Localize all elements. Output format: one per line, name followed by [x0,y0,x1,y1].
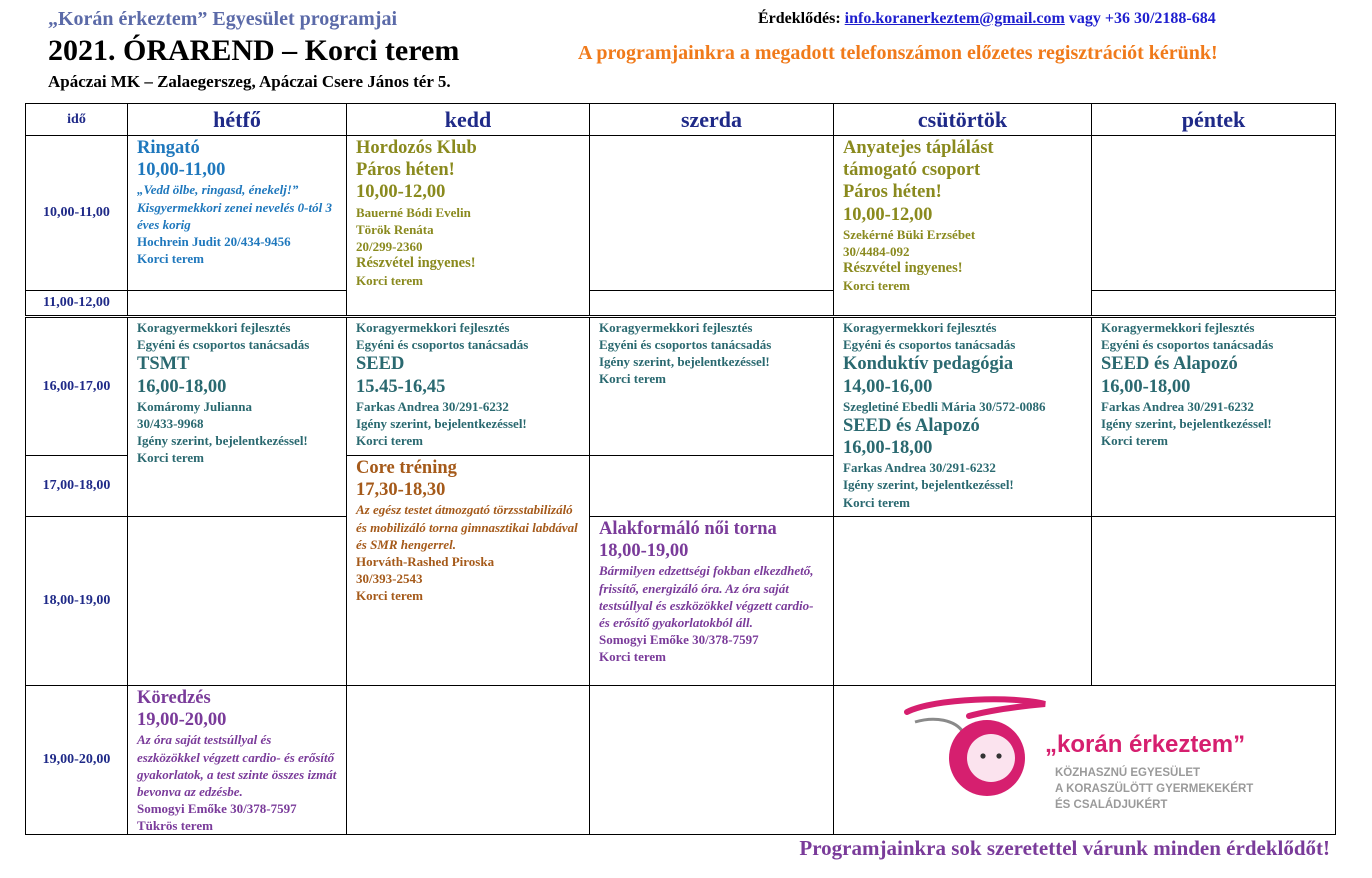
time-slot: 18,00-19,00 [25,516,128,686]
program-phone: 30/393-2543 [356,571,423,586]
program-requirement: Igény szerint, bejelentkezéssel! [1101,415,1272,431]
org-line: „Korán érkeztem” Egyesület programjai [48,8,397,30]
empty-cell [833,516,1092,686]
empty-cell [1091,135,1336,291]
program-requirement: Igény szerint, bejelentkezéssel! [356,415,527,431]
program-person: Farkas Andrea 30/291-6232 [843,460,996,476]
program-line: Koragyermekkori fejlesztés [843,320,997,335]
program-name: Hordozós Klub [356,138,477,158]
program-line: Egyéni és csoportos tanácsadás [599,337,772,353]
program-time: 16,00-18,00 [137,376,227,397]
program-ringato [127,135,347,291]
col-header-wednesday: szerda [589,103,834,136]
col-header-thursday: csütörtök [833,103,1092,136]
program-koredzes [127,685,347,835]
empty-cell [589,290,834,316]
program-time: 16,00-18,00 [1101,376,1191,397]
program-person: Farkas Andrea 30/291-6232 [1101,398,1254,414]
program-line: Egyéni és csoportos tanácsadás [843,337,1016,353]
time-slot: 11,00-12,00 [25,290,128,316]
program-note: Páros héten! [843,182,942,203]
program-phone: 30/433-9968 [137,415,204,431]
program-requirement: Igény szerint, bejelentkezéssel! [599,354,770,370]
program-time: 10,00-11,00 [137,160,226,181]
program-desc: Az egész testet átmozgató törzsstabilizáló és mobilizáló torna gimnasztikai labdával és SMR hengerrel. [356,502,578,552]
organization-logo [895,692,1295,822]
program-time: 19,00-20,00 [137,710,227,731]
program-time: 10,00-12,00 [843,204,933,225]
logo-name: „korán érkeztem” [1045,731,1246,758]
program-room: Korci terem [843,494,911,510]
program-name: SEED és Alapozó [1101,354,1238,375]
program-person: Somogyi Emőke 30/378-7597 [599,632,759,647]
contact-line [758,10,1216,28]
logo-sub2: A KORASZÜLÖTT GYERMEKEKÉRT [1055,783,1254,795]
program-desc: Kisgyermekkori zenei nevelés 0-tól 3 éves korig [137,199,332,232]
program-free: Részvétel ingyenes! [843,260,963,277]
empty-cell [1091,290,1336,316]
program-person: Bauerné Bódi Evelin [356,204,471,220]
logo-swoosh [907,699,1045,716]
program-person: Somogyi Emőke 30/378-7597 [137,801,297,816]
program-requirement: Igény szerint, bejelentkezéssel! [843,477,1014,493]
time-slot: 16,00-17,00 [25,317,128,456]
program-desc: Az óra saját testsúllyal és eszközökkel végzett cardio- és erősítő gyakorlatok, a test szinte összes izmát bevonva az edzésbe. [137,732,337,799]
program-tsmt [127,317,347,517]
empty-cell [589,685,834,835]
program-alakformalo [589,516,834,686]
empty-cell [127,516,347,686]
program-name: SEED és Alapozó [843,415,980,436]
program-seed-tuesday [346,317,590,456]
divider [25,315,1336,318]
contact-phone: vagy +36 30/2188-684 [1064,10,1216,27]
col-header-tuesday: kedd [346,103,590,136]
program-motto: „Vedd ölbe, ringasd, énekelj!” [137,182,299,198]
program-phone: 30/4484-092 [843,243,910,259]
logo-face [967,734,1015,782]
footer-message: Programjainkra sok szeretettel várunk minden érdeklődőt! [799,836,1330,860]
program-room: Korci terem [356,273,424,289]
program-note: Páros héten! [356,160,455,181]
registration-notice: A programjainkra a megadott telefonszámon előzetes regisztrációt kérünk! [578,42,1218,64]
contact-label: Érdeklődés: [758,10,841,27]
program-person: Komáromy Julianna [137,398,252,414]
program-anyatej [833,135,1092,316]
program-line: Egyéni és csoportos tanácsadás [356,337,529,353]
empty-cell [346,685,590,835]
time-slot: 17,00-18,00 [25,455,128,517]
program-name: Köredzés [137,688,211,708]
program-time: 14,00-16,00 [843,376,933,397]
program-name: Anyatejes táplálást [843,138,994,158]
program-name: támogató csoport [843,160,981,181]
program-time: 10,00-12,00 [356,182,446,203]
program-room: Tükrös terem [137,818,213,834]
empty-cell [589,455,834,517]
program-name: TSMT [137,354,190,375]
program-seed-friday [1091,317,1336,517]
program-line: Koragyermekkori fejlesztés [137,320,291,335]
program-hordozos [346,135,590,316]
program-wednesday-dev [589,317,834,456]
program-line: Koragyermekkori fejlesztés [599,320,753,335]
logo-eye-right [996,753,1001,758]
time-slot: 19,00-20,00 [25,685,128,835]
page-title: 2021. ÓRAREND – Korci terem [48,34,460,67]
program-desc: Bármilyen edzettségi fokban elkezdhető, frissítő, energizáló óra. Az óra saját testsúllyal és eszközökkel végzett cardio- és erősítő gyakorlatokból áll. [599,563,814,630]
program-room: Korci terem [1101,433,1169,448]
logo-eye-left [980,753,985,758]
contact-email-link[interactable]: info.koranerkeztem@gmail.com [844,10,1065,27]
program-line: Egyéni és csoportos tanácsadás [1101,337,1274,353]
program-name: Core tréning [356,458,457,478]
program-person: Farkas Andrea 30/291-6232 [356,398,509,414]
program-requirement: Igény szerint, bejelentkezéssel! [137,433,308,448]
program-konduktiv [833,317,1092,517]
program-time: 17,30-18,30 [356,480,446,501]
program-room: Korci terem [843,278,911,294]
logo-stem [915,719,963,732]
col-header-monday: hétfő [127,103,347,136]
program-phone: 20/299-2360 [356,238,423,254]
empty-cell [589,135,834,291]
program-room: Korci terem [599,371,667,387]
program-person: Szekérné Büki Erzsébet [843,226,976,242]
program-free: Részvétel ingyenes! [356,255,476,272]
program-name: Konduktív pedagógia [843,354,1014,375]
program-contact: Hochrein Judit 20/434-9456 [137,233,291,249]
program-room: Korci terem [599,649,667,665]
program-name: Ringató [137,138,200,158]
program-room: Korci terem [356,433,424,448]
time-slot: 10,00-11,00 [25,135,128,291]
program-name: Alakformáló női torna [599,519,777,539]
program-time: 16,00-18,00 [843,438,933,459]
empty-cell [1091,516,1336,686]
program-name: SEED [356,354,405,375]
logo-sub1: KÖZHASZNÚ EGYESÜLET [1055,767,1201,779]
empty-cell [127,290,347,316]
logo-sub3: ÉS CSALÁDJUKÉRT [1055,799,1168,811]
col-header-friday: péntek [1091,103,1336,136]
program-time: 15.45-16,45 [356,376,446,397]
program-line: Koragyermekkori fejlesztés [1101,320,1255,335]
program-person: Török Renáta [356,221,434,237]
program-time: 18,00-19,00 [599,541,689,562]
program-person: Szegletiné Ebedli Mária 30/572-0086 [843,398,1046,414]
program-line: Egyéni és csoportos tanácsadás [137,337,310,353]
program-room: Korci terem [137,251,205,266]
program-line: Koragyermekkori fejlesztés [356,320,510,335]
program-core [346,455,590,686]
program-person: Horváth-Rashed Piroska [356,553,495,569]
program-room: Korci terem [356,588,424,604]
program-room: Korci terem [137,450,205,466]
address: Apáczai MK – Zalaegerszeg, Apáczai Csere János tér 5. [48,72,451,91]
col-header-time: idő [25,103,128,136]
